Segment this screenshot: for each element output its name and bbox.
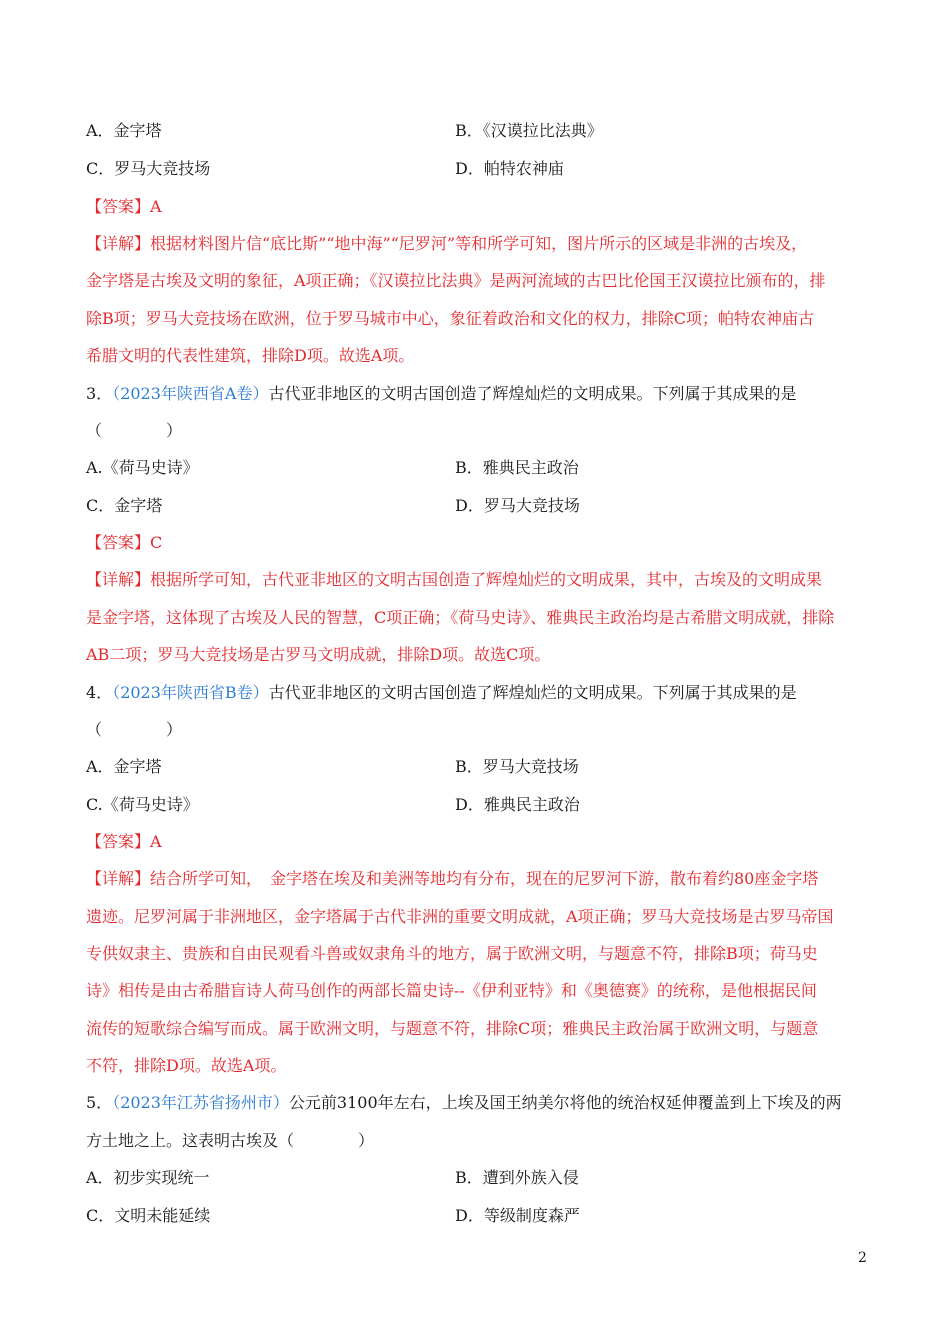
q4-number: 4． [86,683,113,702]
q5-stem-continued: 方土地之上。这表明古埃及（ ） [86,1131,375,1150]
q4-detail-line: 不符，排除D项。故选A项。 [86,1056,287,1075]
q2-answer: 【答案】A [86,197,162,216]
q4-stem-text: 古代亚非地区的文明古国创造了辉煌灿烂的文明成果。下列属于其成果的是 [268,683,797,702]
q4-answer: 【答案】A [86,832,162,851]
q4-option-a: A．金字塔 [86,757,162,776]
q5-number: 5． [86,1093,113,1112]
q2-detail-line: 金字塔是古埃及文明的象征，A项正确；《汉谟拉比法典》是两河流域的古巴比伦国王汉谟拉比颁布的，排 [86,271,826,290]
q2-option-a: A．金字塔 [86,121,162,140]
q2-option-d: D．帕特农神庙 [455,159,564,178]
q4-blank: （ ） [86,720,183,739]
q5-stem-text: 公元前3100年左右，上埃及国王纳美尔将他的统治权延伸覆盖到上下埃及的两 [288,1093,842,1112]
q4-stem [86,683,876,703]
q4-detail-line: 【详解】结合所学可知， 金字塔在埃及和美洲等地均有分布，现在的尼罗河下游，散布着约80座金字塔 [86,869,819,888]
q3-stem-text: 古代亚非地区的文明古国创造了辉煌灿烂的文明成果。下列属于其成果的是 [268,384,797,403]
q5-option-a: A．初步实现统一 [86,1168,210,1187]
q3-option-d: D．罗马大竞技场 [455,496,580,515]
q3-number: 3． [86,384,113,403]
q2-detail-line: 希腊文明的代表性建筑，排除D项。故选A项。 [86,346,415,365]
q4-source: （2023年陕西省B卷） [112,683,269,702]
q2-detail-line: 除B项；罗马大竞技场在欧洲，位于罗马城市中心，象征着政治和文化的权力，排除C项；帕特农神庙古 [86,309,815,328]
q3-detail-line: 【详解】根据所学可知，古代亚非地区的文明古国创造了辉煌灿烂的文明成果，其中，古埃及的文明成果 [86,570,823,589]
q2-detail-line: 【详解】根据材料图片信“底比斯”“地中海”“尼罗河”等和所学可知，图片所示的区域是非洲的古埃及， [86,234,808,253]
q3-answer: 【答案】C [86,533,163,552]
q4-option-c: C.《荷马史诗》 [86,795,199,814]
q3-stem [86,384,876,404]
q2-option-b: B．《汉谟拉比法典》 [455,121,603,140]
q5-option-b: B．遭到外族入侵 [455,1168,579,1187]
q3-detail-line: AB二项；罗马大竞技场是古罗马文明成就，排除D项。故选C项。 [86,645,551,664]
q4-detail-line: 专供奴隶主、贵族和自由民观看斗兽或奴隶角斗的地方，属于欧洲文明，与题意不符，排除B项；荷马史 [86,944,818,963]
q4-option-b: B．罗马大竞技场 [455,757,579,776]
q2-option-c: C．罗马大竞技场 [86,159,211,178]
q3-option-b: B．雅典民主政治 [455,458,579,477]
q3-blank: （ ） [86,421,183,440]
q4-option-d: D．雅典民主政治 [455,795,580,814]
q5-stem [86,1093,876,1113]
q3-option-c: C．金字塔 [86,496,163,515]
q4-detail-line: 遗迹。尼罗河属于非洲地区，金字塔属于古代非洲的重要文明成就，A项正确；罗马大竞技场是古罗马帝国 [86,907,834,926]
q4-detail-line: 流传的短歌综合编写而成。属于欧洲文明，与题意不符，排除C项；雅典民主政治属于欧洲文明，与题意 [86,1019,819,1038]
q3-detail-line: 是金字塔，这体现了古埃及人民的智慧，C项正确；《荷马史诗》、雅典民主政治均是古希腊文明成就，排除 [86,608,835,627]
q5-source: （2023年江苏省扬州市） [112,1093,289,1112]
page-number: 2 [858,1250,867,1266]
q5-option-c: C．文明未能延续 [86,1206,211,1225]
q4-detail-line: 诗》相传是由古希腊盲诗人荷马创作的两部长篇史诗--《伊利亚特》和《奥德赛》的统称，是他根据民间 [86,981,817,1000]
q5-option-d: D．等级制度森严 [455,1206,580,1225]
q3-option-a: A.《荷马史诗》 [86,458,199,477]
q3-source: （2023年陕西省A卷） [112,384,269,403]
